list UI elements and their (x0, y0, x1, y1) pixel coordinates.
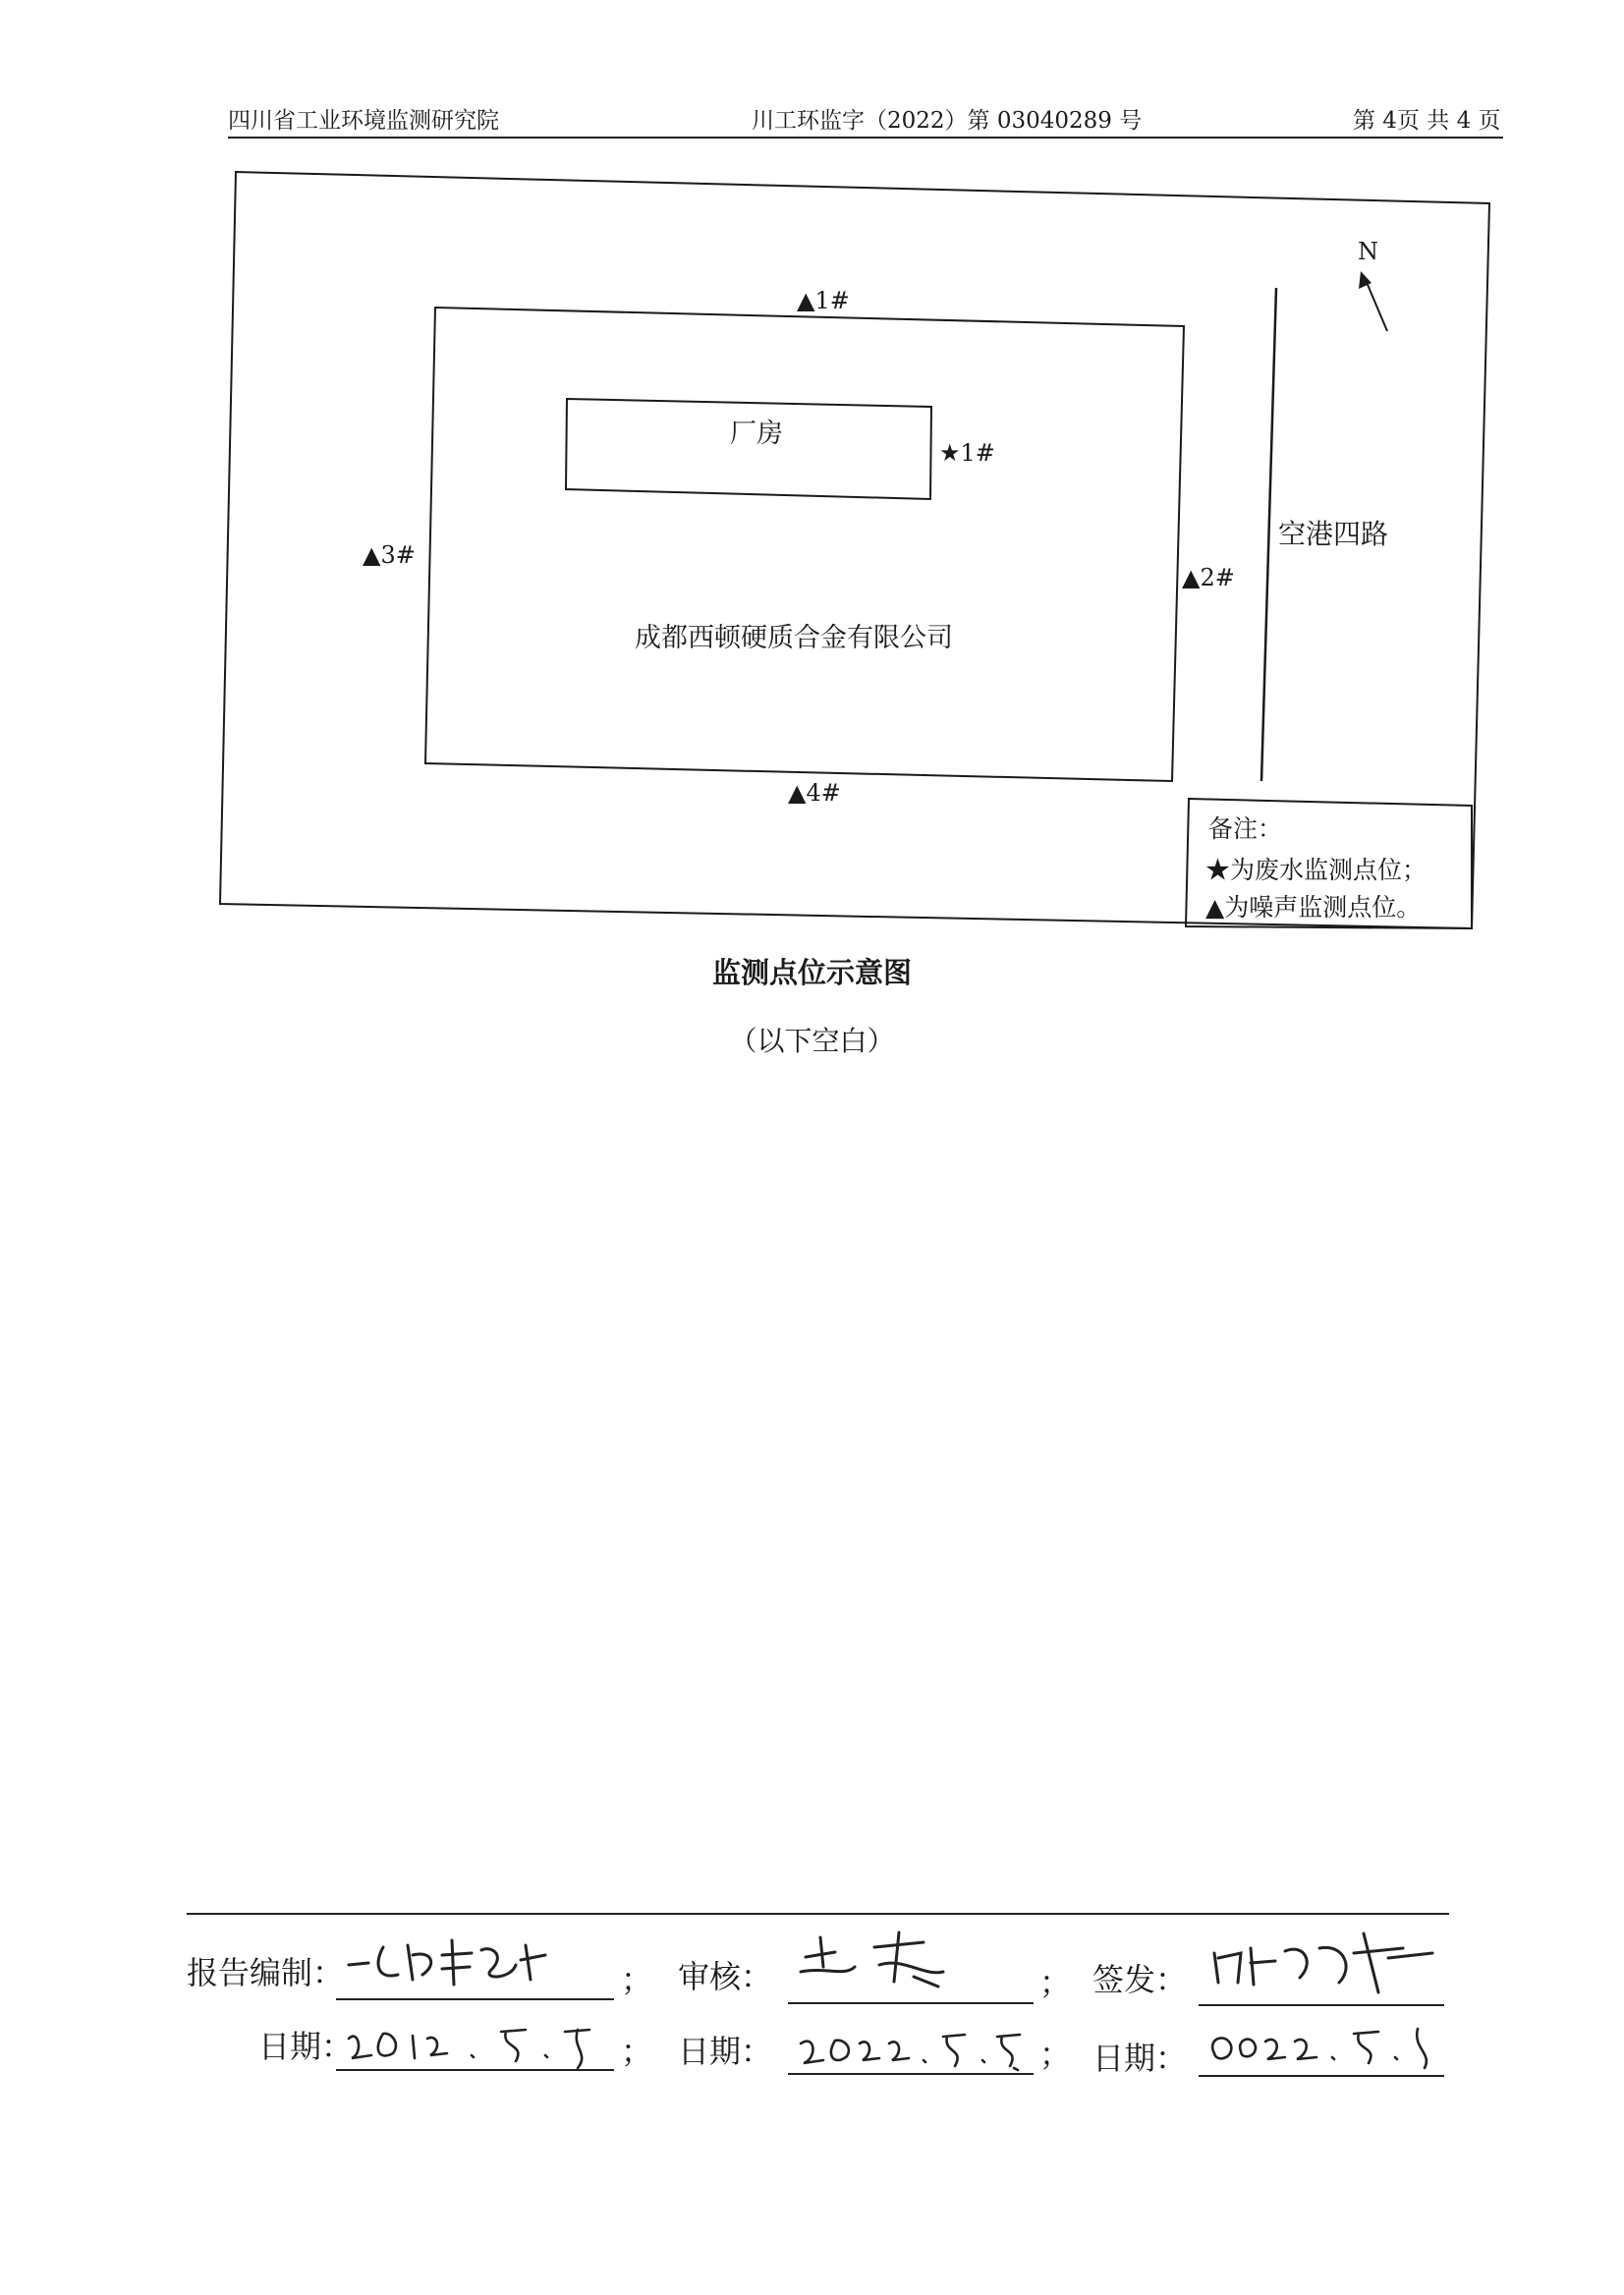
signature-divider (187, 1913, 1449, 1915)
noise-point-2: ▲2# (1182, 564, 1235, 591)
road-line (1261, 288, 1276, 781)
compile-date-label: 日期： (258, 2028, 354, 2065)
compile-date-handwritten (344, 2014, 599, 2077)
header-org: 四川省工业环境监测研究院 (228, 108, 499, 134)
header-page-number: 第 4页 共 4 页 (1353, 108, 1501, 134)
issue-label: 签发： (1092, 1961, 1188, 1998)
issue-date-label: 日期： (1092, 2040, 1188, 2077)
separator: ； (1039, 2036, 1072, 2073)
issuer-signature (1206, 1924, 1452, 2006)
north-label: N (1358, 238, 1378, 265)
factory-label: 厂房 (730, 419, 783, 449)
reviewer-signature (796, 1928, 1002, 2000)
compile-date-line (336, 2069, 614, 2071)
issue-date-line (1199, 2075, 1444, 2077)
separator: ； (621, 2033, 653, 2070)
separator: ； (1039, 1964, 1072, 2001)
wastewater-point-1: ★1# (939, 439, 995, 467)
noise-point-3: ▲3# (363, 541, 416, 569)
legend-wastewater: ★为废水监测点位； (1205, 856, 1428, 884)
compile-label: 报告编制： (187, 1954, 345, 1991)
header-report-number: 川工环监字（2022）第 03040289 号 (752, 108, 1143, 134)
diagram-caption: 监测点位示意图 (711, 956, 912, 989)
review-date-label: 日期： (678, 2033, 773, 2070)
issuer-signature-line (1199, 2004, 1444, 2006)
north-arrow-icon (1366, 280, 1387, 331)
compiler-signature-line (336, 1998, 614, 2000)
factory-building (566, 399, 931, 499)
company-boundary (425, 308, 1184, 781)
separator: ； (621, 1961, 653, 1998)
north-arrowhead-icon (1359, 271, 1372, 289)
monitoring-point-diagram (0, 0, 1624, 982)
legend-title: 备注： (1208, 814, 1283, 843)
compiler-signature (344, 1926, 609, 1998)
issue-date-handwritten (1206, 2014, 1452, 2082)
reviewer-signature-line (788, 2002, 1034, 2004)
road-label: 空港四路 (1278, 518, 1389, 550)
review-date-line (788, 2073, 1034, 2075)
blank-below-note: （以下空白） (729, 1025, 895, 1057)
company-label: 成都西顿硬质合金有限公司 (635, 623, 953, 653)
review-label: 审核： (678, 1958, 773, 1995)
legend-noise: ▲为噪声监测点位。 (1205, 893, 1422, 922)
noise-point-1: ▲1# (797, 287, 850, 314)
noise-point-4: ▲4# (788, 779, 841, 807)
